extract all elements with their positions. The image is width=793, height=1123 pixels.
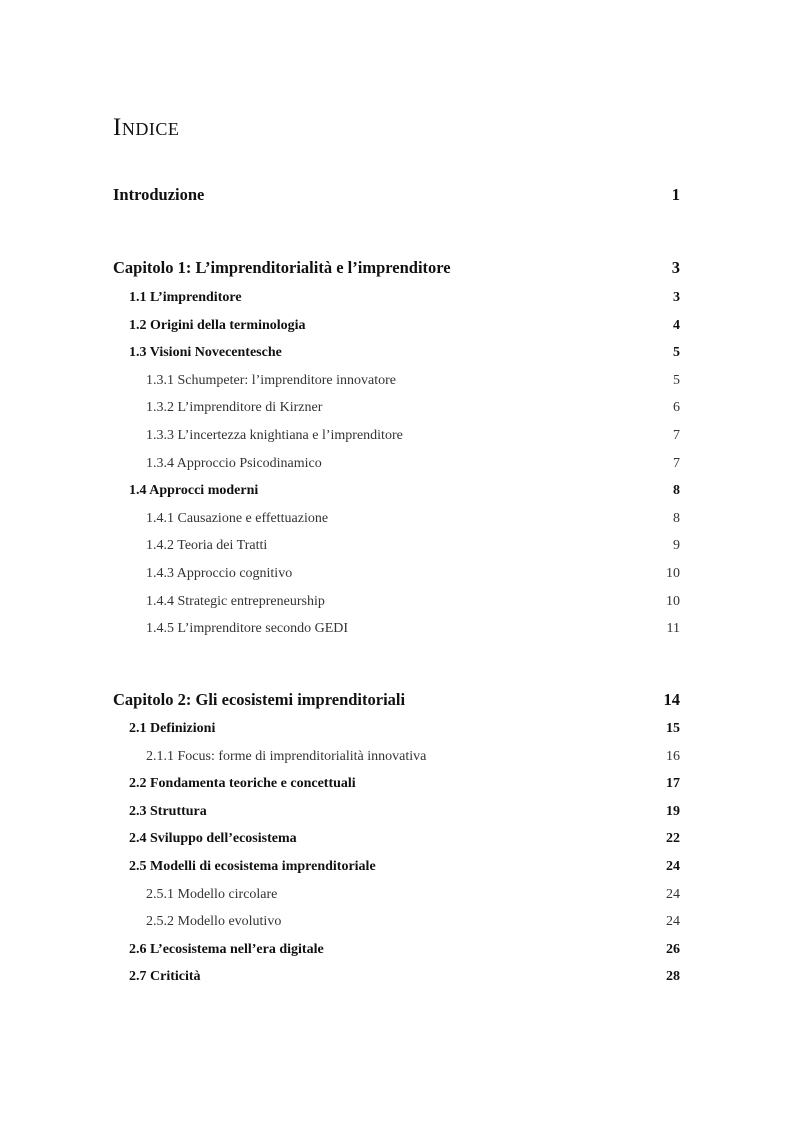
toc-entry-label: 1.3.1 Schumpeter: l’imprenditore innovatore <box>146 373 396 388</box>
toc-entry-label: 1.4.2 Teoria dei Tratti <box>146 538 268 553</box>
toc-entry-label: 1.3 Visioni Novecentesche <box>129 345 282 360</box>
toc-entry-section-2-6[interactable] <box>129 942 680 958</box>
toc-entry-subsection-1-4-2[interactable] <box>146 538 680 554</box>
toc-entry-subsection-1-3-4[interactable] <box>146 456 680 472</box>
toc-entry-label: Capitolo 2: Gli ecosistemi imprenditoriali <box>113 690 406 709</box>
toc-entry-section-1-4[interactable] <box>129 483 680 499</box>
toc-entry-page: 19 <box>666 804 680 819</box>
toc-entry-subsection-1-4-4[interactable] <box>146 594 680 610</box>
toc-entry-page: 8 <box>673 483 680 498</box>
toc-entry-label: 1.4.3 Approccio cognitivo <box>146 566 293 581</box>
toc-entry-page: 5 <box>673 373 680 388</box>
toc-entry-section-2-2[interactable] <box>129 776 680 792</box>
toc-entry-section-2-4[interactable] <box>129 831 680 847</box>
toc-entry-page: 15 <box>666 721 680 736</box>
toc-entry-page: 3 <box>671 258 680 277</box>
toc-entry-label: 2.7 Criticità <box>129 969 201 984</box>
toc-entry-page: 26 <box>666 942 680 957</box>
toc-entry-label: 2.1 Definizioni <box>129 721 216 736</box>
toc-entry-label: 1.4.5 L’imprenditore secondo GEDI <box>146 621 349 636</box>
page-title: Indice <box>113 114 180 141</box>
toc-entry-label: 1.3.4 Approccio Psicodinamico <box>146 456 322 471</box>
toc-entry-section-2-7[interactable] <box>129 969 680 985</box>
toc-entry-section-2-1[interactable] <box>129 721 680 737</box>
toc-entry-page: 11 <box>666 621 680 636</box>
toc-entry-section-1-2[interactable] <box>129 318 680 334</box>
toc-entry-page: 14 <box>663 690 680 709</box>
toc-entry-page: 28 <box>666 969 680 984</box>
toc-entry-page: 8 <box>673 511 680 526</box>
toc-entry-page: 6 <box>673 400 680 415</box>
toc-entry-subsection-1-4-3[interactable] <box>146 566 680 582</box>
toc-entry-label: 1.3.3 L’incertezza knightiana e l’imprenditore <box>146 428 403 443</box>
toc-entry-label: 2.2 Fondamenta teoriche e concettuali <box>129 776 356 791</box>
toc-entry-page: 24 <box>666 887 680 902</box>
toc-entry-page: 3 <box>673 290 680 305</box>
toc-entry-page: 22 <box>666 831 680 846</box>
toc-entry-page: 7 <box>673 428 680 443</box>
toc-entry-page: 24 <box>666 859 680 874</box>
toc-entry-section-2-3[interactable] <box>129 804 680 820</box>
toc-entry-subsection-2-5-2[interactable] <box>146 914 680 930</box>
toc-entry-section-1-1[interactable] <box>129 290 680 306</box>
toc-entry-chapter-2[interactable] <box>113 690 680 710</box>
toc-entry-page: 24 <box>666 914 680 929</box>
toc-entry-page: 17 <box>666 776 680 791</box>
toc-entry-chapter-1[interactable] <box>113 258 680 278</box>
toc-entry-page: 7 <box>673 456 680 471</box>
toc-entry-subsection-1-3-2[interactable] <box>146 400 680 416</box>
toc-entry-section-2-5[interactable] <box>129 859 680 875</box>
toc-entry-subsection-1-3-3[interactable] <box>146 428 680 444</box>
toc-entry-introduction[interactable] <box>113 185 680 205</box>
toc-entry-page: 16 <box>666 749 680 764</box>
toc-entry-page: 9 <box>673 538 680 553</box>
toc-entry-label: 2.1.1 Focus: forme di imprenditorialità innovativa <box>146 749 427 764</box>
toc-entry-page: 10 <box>666 566 680 581</box>
toc-entry-label: 2.5.2 Modello evolutivo <box>146 914 282 929</box>
toc-entry-subsection-2-5-1[interactable] <box>146 887 680 903</box>
toc-entry-label: 1.3.2 L’imprenditore di Kirzner <box>146 400 323 415</box>
toc-entry-label: 1.4 Approcci moderni <box>129 483 259 498</box>
toc-entry-label: Introduzione <box>113 185 205 204</box>
toc-entry-label: 2.5.1 Modello circolare <box>146 887 278 902</box>
toc-entry-label: 2.5 Modelli di ecosistema imprenditoriale <box>129 859 376 874</box>
toc-entry-label: 1.4.1 Causazione e effettuazione <box>146 511 329 526</box>
toc-entry-label: Capitolo 1: L’imprenditorialità e l’imprenditore <box>113 258 451 277</box>
toc-entry-subsection-2-1-1[interactable] <box>146 749 680 765</box>
toc-entry-page: 4 <box>673 318 680 333</box>
toc-entry-subsection-1-4-1[interactable] <box>146 511 680 527</box>
toc-entry-label: 2.4 Sviluppo dell’ecosistema <box>129 831 297 846</box>
toc-entry-subsection-1-4-5[interactable] <box>146 621 680 637</box>
toc-entry-label: 2.3 Struttura <box>129 804 207 819</box>
toc-entry-section-1-3[interactable] <box>129 345 680 361</box>
toc-entry-page: 1 <box>671 185 680 204</box>
toc-entry-label: 1.1 L’imprenditore <box>129 290 242 305</box>
toc-entry-page: 5 <box>673 345 680 360</box>
toc-entry-label: 1.4.4 Strategic entrepreneurship <box>146 594 325 609</box>
toc-entry-label: 1.2 Origini della terminologia <box>129 318 306 333</box>
toc-entry-label: 2.6 L’ecosistema nell’era digitale <box>129 942 324 957</box>
toc-entry-page: 10 <box>666 594 680 609</box>
toc-entry-subsection-1-3-1[interactable] <box>146 373 680 389</box>
